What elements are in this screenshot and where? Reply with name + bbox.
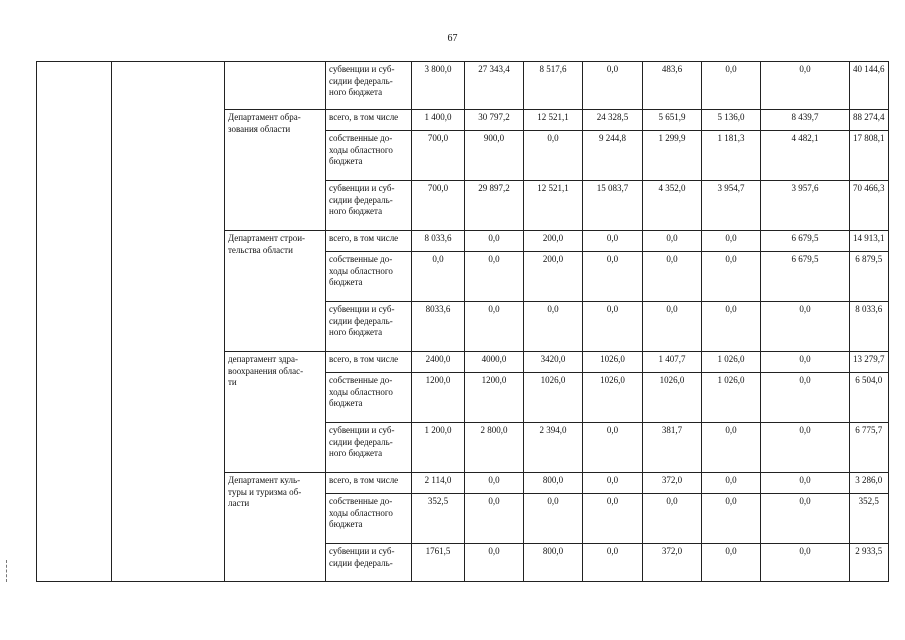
funding-type-cell: всего, в том числе (326, 352, 412, 373)
value-cell: 352,5 (412, 494, 465, 544)
funding-type-cell: субвенции и суб- сидии федераль- ного бюджета (326, 62, 412, 110)
value-cell: 8 033,6 (412, 231, 465, 252)
total-value-cell: 6 879,5 (850, 252, 889, 302)
value-cell: 800,0 (524, 473, 583, 494)
value-cell: 0,0 (702, 231, 761, 252)
value-cell: 1026,0 (583, 373, 643, 423)
value-cell: 30 797,2 (465, 110, 524, 131)
value-cell: 700,0 (412, 131, 465, 181)
funding-type-cell: субвенции и суб- сидии федераль- ного бюджета (326, 302, 412, 352)
value-cell: 0,0 (761, 494, 850, 544)
value-cell: 0,0 (761, 373, 850, 423)
total-value-cell: 2 933,5 (850, 544, 889, 582)
total-value-cell: 6 775,7 (850, 423, 889, 473)
department-cell: департамент здра- воохранения облас- ти (225, 352, 326, 473)
value-cell: 5 651,9 (643, 110, 702, 131)
value-cell: 1026,0 (524, 373, 583, 423)
value-cell: 8 517,6 (524, 62, 583, 110)
total-value-cell: 8 033,6 (850, 302, 889, 352)
value-cell: 483,6 (643, 62, 702, 110)
value-cell: 1 407,7 (643, 352, 702, 373)
value-cell: 0,0 (583, 494, 643, 544)
department-cell (225, 62, 326, 110)
funding-type-cell: всего, в том числе (326, 110, 412, 131)
value-cell: 9 244,8 (583, 131, 643, 181)
value-cell: 1 181,3 (702, 131, 761, 181)
funding-type-cell: субвенции и суб- сидии федераль- ного бюджета (326, 423, 412, 473)
program-name-cell (112, 62, 225, 582)
funding-type-cell: всего, в том числе (326, 231, 412, 252)
value-cell: 6 679,5 (761, 252, 850, 302)
value-cell: 12 521,1 (524, 110, 583, 131)
value-cell: 2 394,0 (524, 423, 583, 473)
value-cell: 1761,5 (412, 544, 465, 582)
total-value-cell: 13 279,7 (850, 352, 889, 373)
value-cell: 0,0 (583, 302, 643, 352)
value-cell: 381,7 (643, 423, 702, 473)
value-cell: 4000,0 (465, 352, 524, 373)
value-cell: 3 954,7 (702, 181, 761, 231)
value-cell: 0,0 (761, 544, 850, 582)
value-cell: 1 026,0 (702, 352, 761, 373)
value-cell: 0,0 (583, 252, 643, 302)
funding-type-cell: всего, в том числе (326, 473, 412, 494)
value-cell: 2 114,0 (412, 473, 465, 494)
value-cell: 1 026,0 (702, 373, 761, 423)
value-cell: 4 352,0 (643, 181, 702, 231)
margin-marks (6, 560, 10, 582)
value-cell: 0,0 (524, 302, 583, 352)
value-cell: 0,0 (761, 62, 850, 110)
table-row (37, 62, 889, 110)
department-cell: Департамент строи- тельства области (225, 231, 326, 352)
page-number: 67 (447, 33, 458, 44)
value-cell: 1200,0 (465, 373, 524, 423)
value-cell: 372,0 (643, 544, 702, 582)
budget-table (36, 61, 889, 582)
value-cell: 0,0 (761, 423, 850, 473)
value-cell: 0,0 (583, 423, 643, 473)
value-cell: 2 800,0 (465, 423, 524, 473)
value-cell: 0,0 (465, 544, 524, 582)
value-cell: 27 343,4 (465, 62, 524, 110)
value-cell: 0,0 (643, 252, 702, 302)
value-cell: 15 083,7 (583, 181, 643, 231)
value-cell: 0,0 (702, 62, 761, 110)
total-value-cell: 352,5 (850, 494, 889, 544)
value-cell: 0,0 (702, 423, 761, 473)
value-cell: 6 679,5 (761, 231, 850, 252)
value-cell: 3 957,6 (761, 181, 850, 231)
value-cell: 3 800,0 (412, 62, 465, 110)
value-cell: 0,0 (583, 231, 643, 252)
value-cell: 4 482,1 (761, 131, 850, 181)
total-value-cell: 88 274,4 (850, 110, 889, 131)
value-cell: 0,0 (583, 473, 643, 494)
value-cell: 0,0 (702, 473, 761, 494)
funding-type-cell: субвенции и суб- сидии федераль- (326, 544, 412, 582)
value-cell: 200,0 (524, 252, 583, 302)
total-value-cell: 6 504,0 (850, 373, 889, 423)
total-value-cell: 14 913,1 (850, 231, 889, 252)
funding-type-cell: субвенции и суб- сидии федераль- ного бюджета (326, 181, 412, 231)
value-cell: 1026,0 (583, 352, 643, 373)
value-cell: 0,0 (702, 544, 761, 582)
value-cell: 0,0 (465, 302, 524, 352)
value-cell: 1200,0 (412, 373, 465, 423)
value-cell: 0,0 (761, 352, 850, 373)
value-cell: 0,0 (524, 131, 583, 181)
value-cell: 0,0 (465, 473, 524, 494)
value-cell: 0,0 (702, 252, 761, 302)
value-cell: 900,0 (465, 131, 524, 181)
funding-type-cell: собственные до- ходы областного бюджета (326, 131, 412, 181)
value-cell: 2400,0 (412, 352, 465, 373)
department-cell: Департамент обра- зования области (225, 110, 326, 231)
value-cell: 24 328,5 (583, 110, 643, 131)
funding-type-cell: собственные до- ходы областного бюджета (326, 494, 412, 544)
value-cell: 200,0 (524, 231, 583, 252)
value-cell: 1 200,0 (412, 423, 465, 473)
value-cell: 0,0 (643, 302, 702, 352)
department-cell: Департамент куль- туры и туризма об- ласти (225, 473, 326, 582)
value-cell: 29 897,2 (465, 181, 524, 231)
value-cell: 0,0 (643, 231, 702, 252)
value-cell: 0,0 (761, 302, 850, 352)
value-cell: 1 400,0 (412, 110, 465, 131)
section-number-cell (37, 62, 112, 582)
value-cell: 0,0 (465, 494, 524, 544)
value-cell: 5 136,0 (702, 110, 761, 131)
total-value-cell: 3 286,0 (850, 473, 889, 494)
value-cell: 0,0 (465, 231, 524, 252)
value-cell: 0,0 (761, 473, 850, 494)
value-cell: 8033,6 (412, 302, 465, 352)
value-cell: 0,0 (412, 252, 465, 302)
value-cell: 1026,0 (643, 373, 702, 423)
total-value-cell: 70 466,3 (850, 181, 889, 231)
value-cell: 12 521,1 (524, 181, 583, 231)
value-cell: 8 439,7 (761, 110, 850, 131)
value-cell: 1 299,9 (643, 131, 702, 181)
funding-type-cell: собственные до- ходы областного бюджета (326, 373, 412, 423)
table-body (37, 62, 889, 582)
value-cell: 0,0 (583, 544, 643, 582)
funding-type-cell: собственные до- ходы областного бюджета (326, 252, 412, 302)
value-cell: 372,0 (643, 473, 702, 494)
value-cell: 0,0 (702, 494, 761, 544)
value-cell: 0,0 (465, 252, 524, 302)
total-value-cell: 40 144,6 (850, 62, 889, 110)
total-value-cell: 17 808,1 (850, 131, 889, 181)
value-cell: 3420,0 (524, 352, 583, 373)
value-cell: 0,0 (583, 62, 643, 110)
value-cell: 0,0 (702, 302, 761, 352)
value-cell: 800,0 (524, 544, 583, 582)
value-cell: 0,0 (524, 494, 583, 544)
value-cell: 0,0 (643, 494, 702, 544)
value-cell: 700,0 (412, 181, 465, 231)
